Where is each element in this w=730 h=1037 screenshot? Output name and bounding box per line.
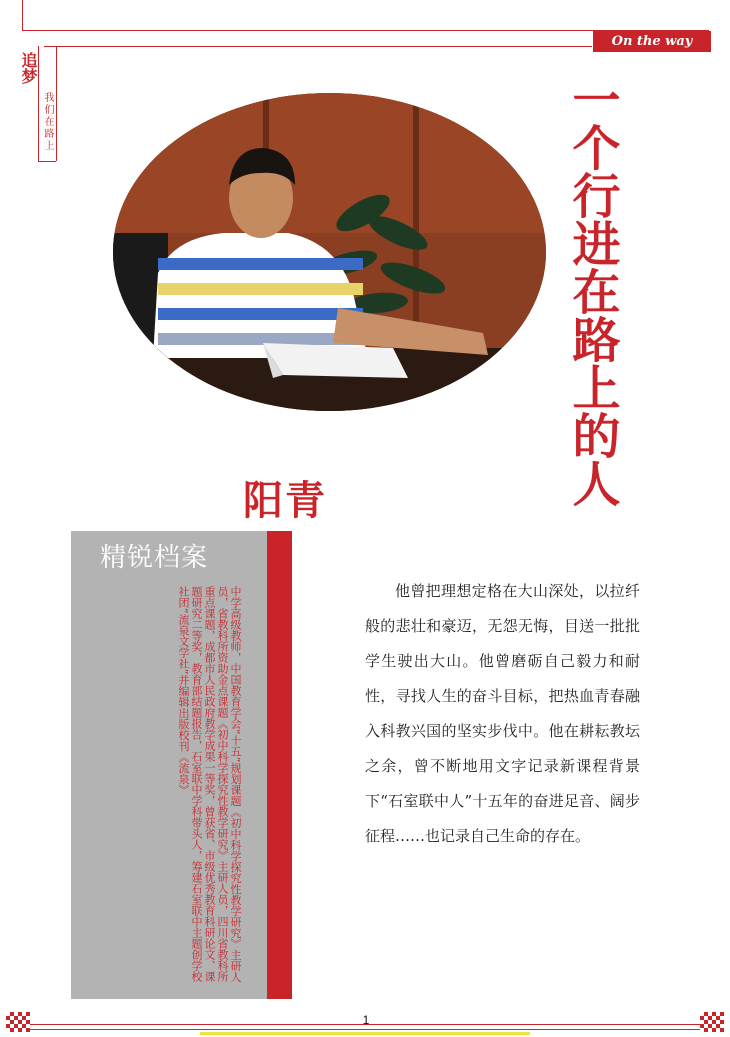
side-rule-vertical-2 — [56, 46, 57, 161]
portrait-photo — [113, 93, 546, 411]
section-sublabel: 我们在路上 — [42, 92, 53, 152]
header-rule-bottom — [44, 46, 592, 47]
portrait-illustration — [113, 93, 546, 411]
archive-text: 中学高级教师，中国教育学会“十五”规划课题《初中科学探究性教学研究》主研人员，省教科所资助金点课题《初中科学探究性教学研究》主研人员，四川省教科所重点课题，成都市人民政府教学成果一等奖，曾获省、市级优秀教育科研论文、课题研究二等奖，教育部结题报告，石室联中学科带头人，筹建石室联中主题创学校社团“流泉文学社”并编辑出版校刊《流泉》 — [177, 586, 242, 983]
section-label: 追梦 — [19, 52, 38, 84]
section-tag: On the way — [593, 31, 711, 52]
article-title: 一个行进在路上的人 — [564, 75, 620, 507]
archive-accent-bar — [267, 531, 292, 999]
footer-checker-left — [6, 1012, 30, 1032]
archive-title: 精锐档案 — [100, 543, 209, 573]
footer-rule-2 — [30, 1029, 700, 1030]
footer-checker-right — [700, 1012, 724, 1032]
page-number: 1 — [362, 1013, 370, 1027]
side-rule-bottom — [38, 161, 56, 162]
header-rule-top — [22, 30, 592, 31]
footer-strip — [200, 1032, 530, 1035]
person-name: 阳青 — [243, 478, 327, 524]
article-body: 他曾把理想定格在大山深处，以拉纤般的悲壮和豪迈，无怨无悔，目送一批批学生驶出大山。他曾磨砺自己毅力和耐性，寻找人生的奋斗目标，把热血青春融入科教兴国的坚实步伐中。他在耕耘教坛之余，曾不断地用文字记录新课程背景下“石室联中人”十五年的奋进足音、阔步征程……也记录自己生命的存在。 — [365, 582, 640, 845]
header-rule-left-vertical — [22, 0, 23, 30]
